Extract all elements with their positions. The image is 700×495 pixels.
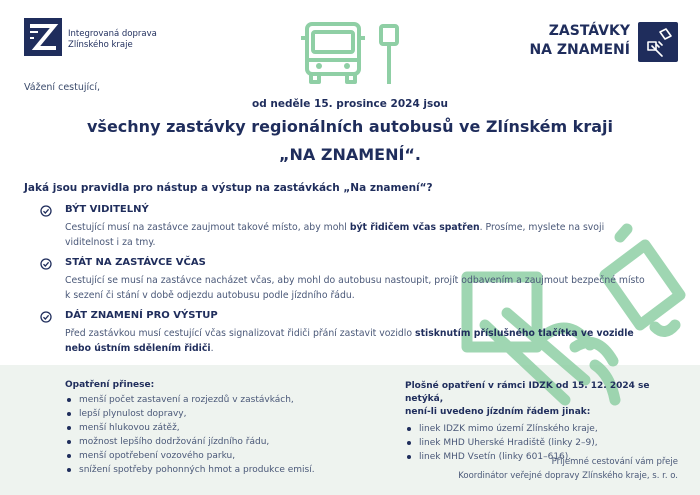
logo-line-1: Integrovaná doprava — [68, 29, 157, 39]
rule-body: Před zastávkou musí cestující včas signalizovat řidiči přání zastavit vozidlo stisknutím příslušného tlačítka ve vozidle nebo ústním sdělením řidiči. — [65, 328, 634, 354]
exceptions-title: Plošné opatření v rámci IDZK od 15. 12. 2024 se netýká, není-li uvedeno jízdním řádem jinak: — [405, 381, 650, 417]
header-title-line-2: NA ZNAMENÍ — [529, 42, 630, 58]
header-title — [529, 22, 630, 60]
benefits-section — [65, 380, 315, 477]
rule-title: STÁT NA ZASTÁVCE VČAS — [65, 257, 206, 268]
exceptions-section — [405, 380, 675, 464]
rule-visible — [40, 204, 650, 252]
list-item: linek IDZK mimo území Zlínského kraje, — [405, 422, 675, 436]
signoff — [458, 455, 678, 483]
header-title-line-1: ZASTÁVKY — [548, 23, 630, 39]
signoff-line-2: Koordinátor veřejné dopravy Zlínského kraje, s. r. o. — [458, 471, 678, 481]
headline-line-2: všechny zastávky regionálních autobusů ve Zlínském kraji — [87, 117, 613, 136]
list-item: menší počet zastavení a rozjezdů v zastávkách, — [65, 393, 315, 407]
list-item: linek MHD Uherské Hradiště (linky 2–9), — [405, 436, 675, 450]
rule-title: DÁT ZNAMENÍ PRO VÝSTUP — [65, 310, 218, 321]
rules-question: Jaká jsou pravidla pro nástup a výstup na zastávkách „Na znamení“? — [24, 182, 433, 194]
greeting: Vážení cestující, — [24, 82, 101, 93]
list-item: lepší plynulost dopravy, — [65, 407, 315, 421]
rule-title: BÝT VIDITELNÝ — [65, 204, 149, 215]
check-icon — [40, 205, 52, 217]
check-icon — [40, 258, 52, 270]
check-icon — [40, 311, 52, 323]
logo-line-2: Zlínského kraje — [68, 40, 133, 50]
bus-stop-illustration — [295, 18, 405, 88]
rule-body: Cestující musí na zastávce zaujmout takové místo, aby mohl být řidičem včas spatřen. Prosíme, myslete na svoji viditelnost i za tmy. — [65, 222, 605, 248]
list-item: možnost lepšího dodržování jízdního řádu, — [65, 435, 315, 449]
rule-signal — [40, 310, 650, 358]
headline-line-3: „NA ZNAMENÍ“. — [278, 145, 422, 164]
rule-on-time — [40, 257, 650, 305]
benefits-title: Opatření přinese: — [65, 380, 155, 390]
list-item: linek MHD Vsetín (linky 601–616). — [405, 450, 675, 464]
list-item: snížení spotřeby pohonných hmot a produkce emisí. — [65, 463, 315, 477]
benefits-list — [65, 393, 315, 477]
headline-line-1: od neděle 15. prosince 2024 jsou — [252, 98, 448, 110]
rule-body: Cestující se musí na zastávce nacházet včas, aby mohl do autobusu nastoupit, projít odbavením a zaujmout bezpečné místo k sezení či stání v době odjezdu autobusu podle jízdního řádu. — [65, 275, 645, 301]
list-item: menší opotřebení vozového parku, — [65, 449, 315, 463]
hand-bell-icon — [638, 22, 678, 62]
idzk-logo — [24, 18, 62, 56]
list-item: menší hlukovou zátěž, — [65, 421, 315, 435]
logo-text — [68, 29, 157, 51]
signoff-line-1: Příjemné cestování vám přeje — [551, 457, 678, 467]
